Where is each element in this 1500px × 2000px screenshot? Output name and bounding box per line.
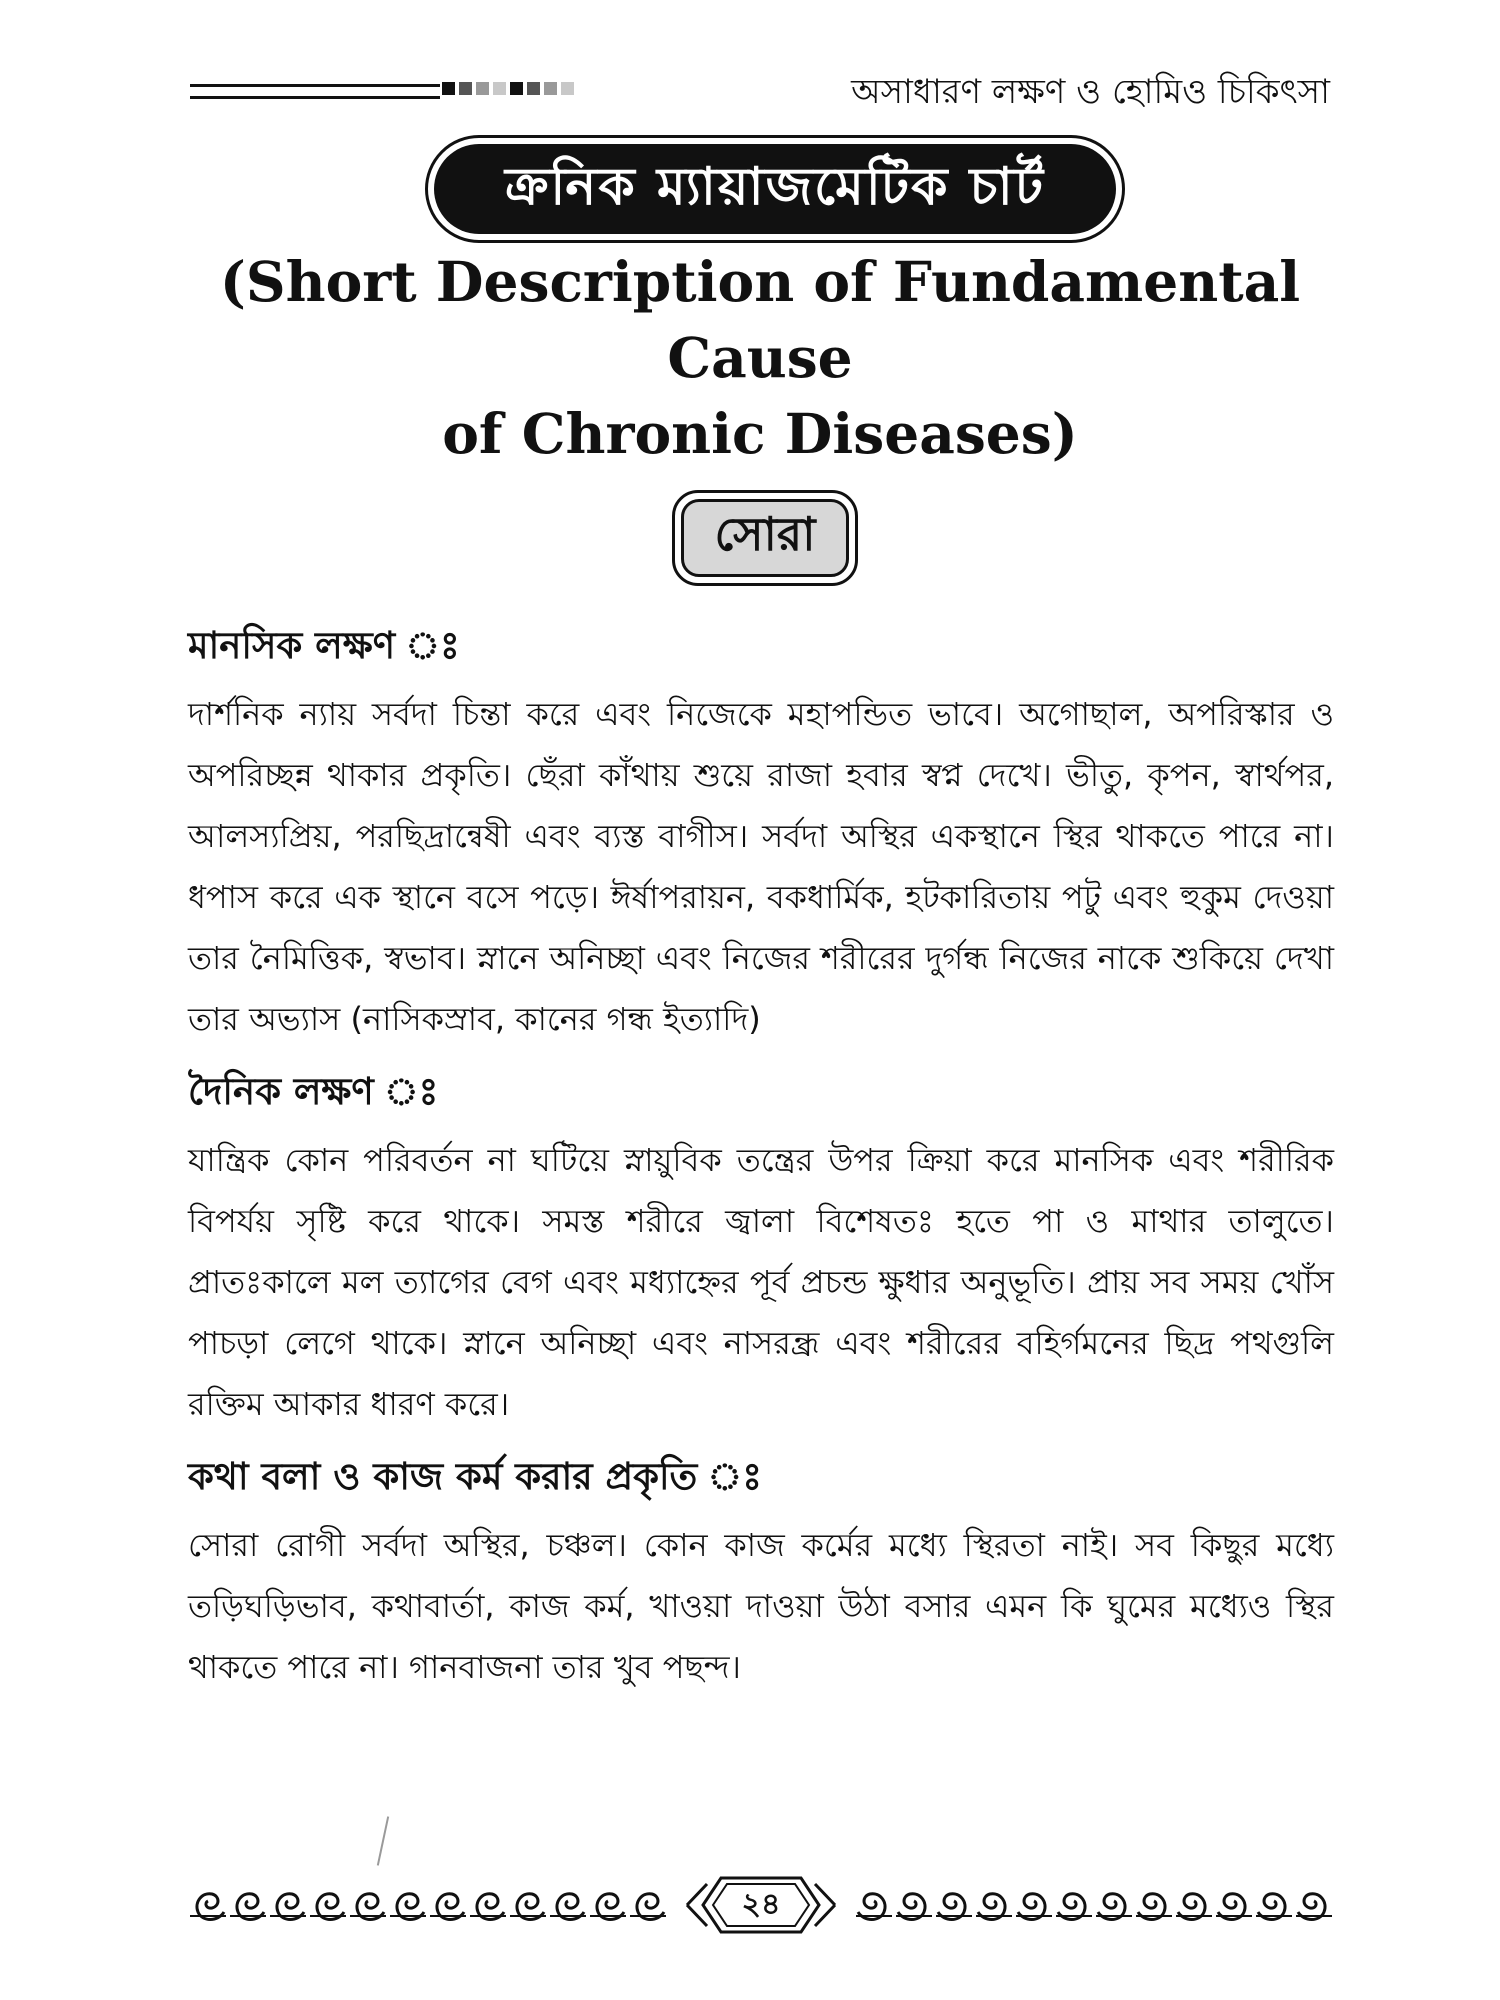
footer-ornament-left [188, 1882, 668, 1926]
chapter-title: ক্রনিক ম্যায়াজমেটিক চার্ট [504, 156, 1046, 217]
stray-pen-mark [377, 1816, 389, 1865]
miasm-tag [672, 490, 858, 586]
section-daily-symptoms [188, 1064, 1334, 1435]
miasm-tag-label: সোরা [714, 507, 816, 561]
page-number-badge [683, 1870, 839, 1940]
section-heading: কথা বলা ও কাজ কর্ম করার প্রকৃতি ঃ [188, 1455, 762, 1498]
section-paragraph: সোরা রোগী সর্বদা অস্থির, চঞ্চল। কোন কাজ কর্মের মধ্যে স্থিরতা নাই। সব কিছুর মধ্যে তড়িঘড়িভাব, কথাবার্তা, কাজ কর্ম, খাওয়া দাওয়া উঠা বসার এমন কি ঘুমের মধ্যেও স্থির থাকতে পারে না। গানবাজনা তার খুব পছন্দ। [188, 1526, 1334, 1686]
page-content [188, 618, 1334, 1712]
page-number: ২৪ [741, 1887, 781, 1922]
section-mental-symptoms [188, 618, 1334, 1050]
section-behaviour [188, 1449, 1334, 1698]
section-paragraph: যান্ত্রিক কোন পরিবর্তন না ঘটিয়ে স্নায়ুবিক তন্ত্রের উপর ক্রিয়া করে মানসিক এবং শরীরিক বিপর্যয় সৃষ্টি করে থাকে। সমস্ত শরীরে জ্বালা বিশেষতঃ হতে পা ও মাথার তালুতে। প্রাতঃকালে মল ত্যাগের বেগ এবং মধ্যাহ্নের পূর্ব প্রচন্ড ক্ষুধার অনুভূতি। প্রায় সব সময় খোঁস পাচড়া লেগে থাকে। স্নানে অনিচ্ছা এবং নাসরন্ধ্র এবং শরীরের বহির্গমনের ছিদ্র পথগুলি রক্তিম আকার ধারণ করে। [188, 1141, 1334, 1423]
chapter-subtitle [170, 244, 1350, 472]
running-header [190, 64, 1330, 114]
subtitle-line-2: of Chronic Diseases) [442, 401, 1078, 466]
book-title: অসাধারণ লক্ষণ ও হোমিও চিকিৎসা [851, 72, 1330, 112]
subtitle-line-1: (Short Description of Fundamental Cause [219, 249, 1301, 390]
section-heading: মানসিক লক্ষণ ঃ [188, 624, 460, 667]
miasm-tag-inner [681, 499, 849, 577]
header-double-rule [190, 84, 440, 99]
section-paragraph: দার্শনিক ন্যায় সর্বদা চিন্তা করে এবং নিজেকে মহাপন্ডিত ভাবে। অগোছাল, অপরিস্কার ও অপরিচ্ছন্ন থাকার প্রকৃতি। ছেঁরা কাঁথায় শুয়ে রাজা হবার স্বপ্ন দেখে। ভীতু, কৃপন, স্বার্থপর, আলস্যপ্রিয়, পরছিদ্রান্বেষী এবং ব্যস্ত বাগীস। সর্বদা অস্থির একস্থানে স্থির থাকতে পারে না। ধপাস করে এক স্থানে বসে পড়ে। ঈর্ষাপরায়ন, বকধার্মিক, হটকারিতায় পটু এবং হুকুম দেওয়া তার নৈমিত্তিক, স্বভাব। স্নানে অনিচ্ছা এবং নিজের শরীরের দুর্গন্ধ নিজের নাকে শুকিয়ে দেখা তার অভ্যাস (নাসিকস্রাব, কানের গন্ধ ইত্যাদি) [188, 695, 1334, 1038]
chapter-title-inner [434, 144, 1116, 234]
header-square-ornament [442, 78, 574, 98]
footer-ornament-right [854, 1882, 1334, 1926]
section-heading: দৈনিক লক্ষণ ঃ [188, 1070, 439, 1113]
page-footer [188, 1870, 1334, 1940]
chapter-title-box [425, 135, 1125, 243]
